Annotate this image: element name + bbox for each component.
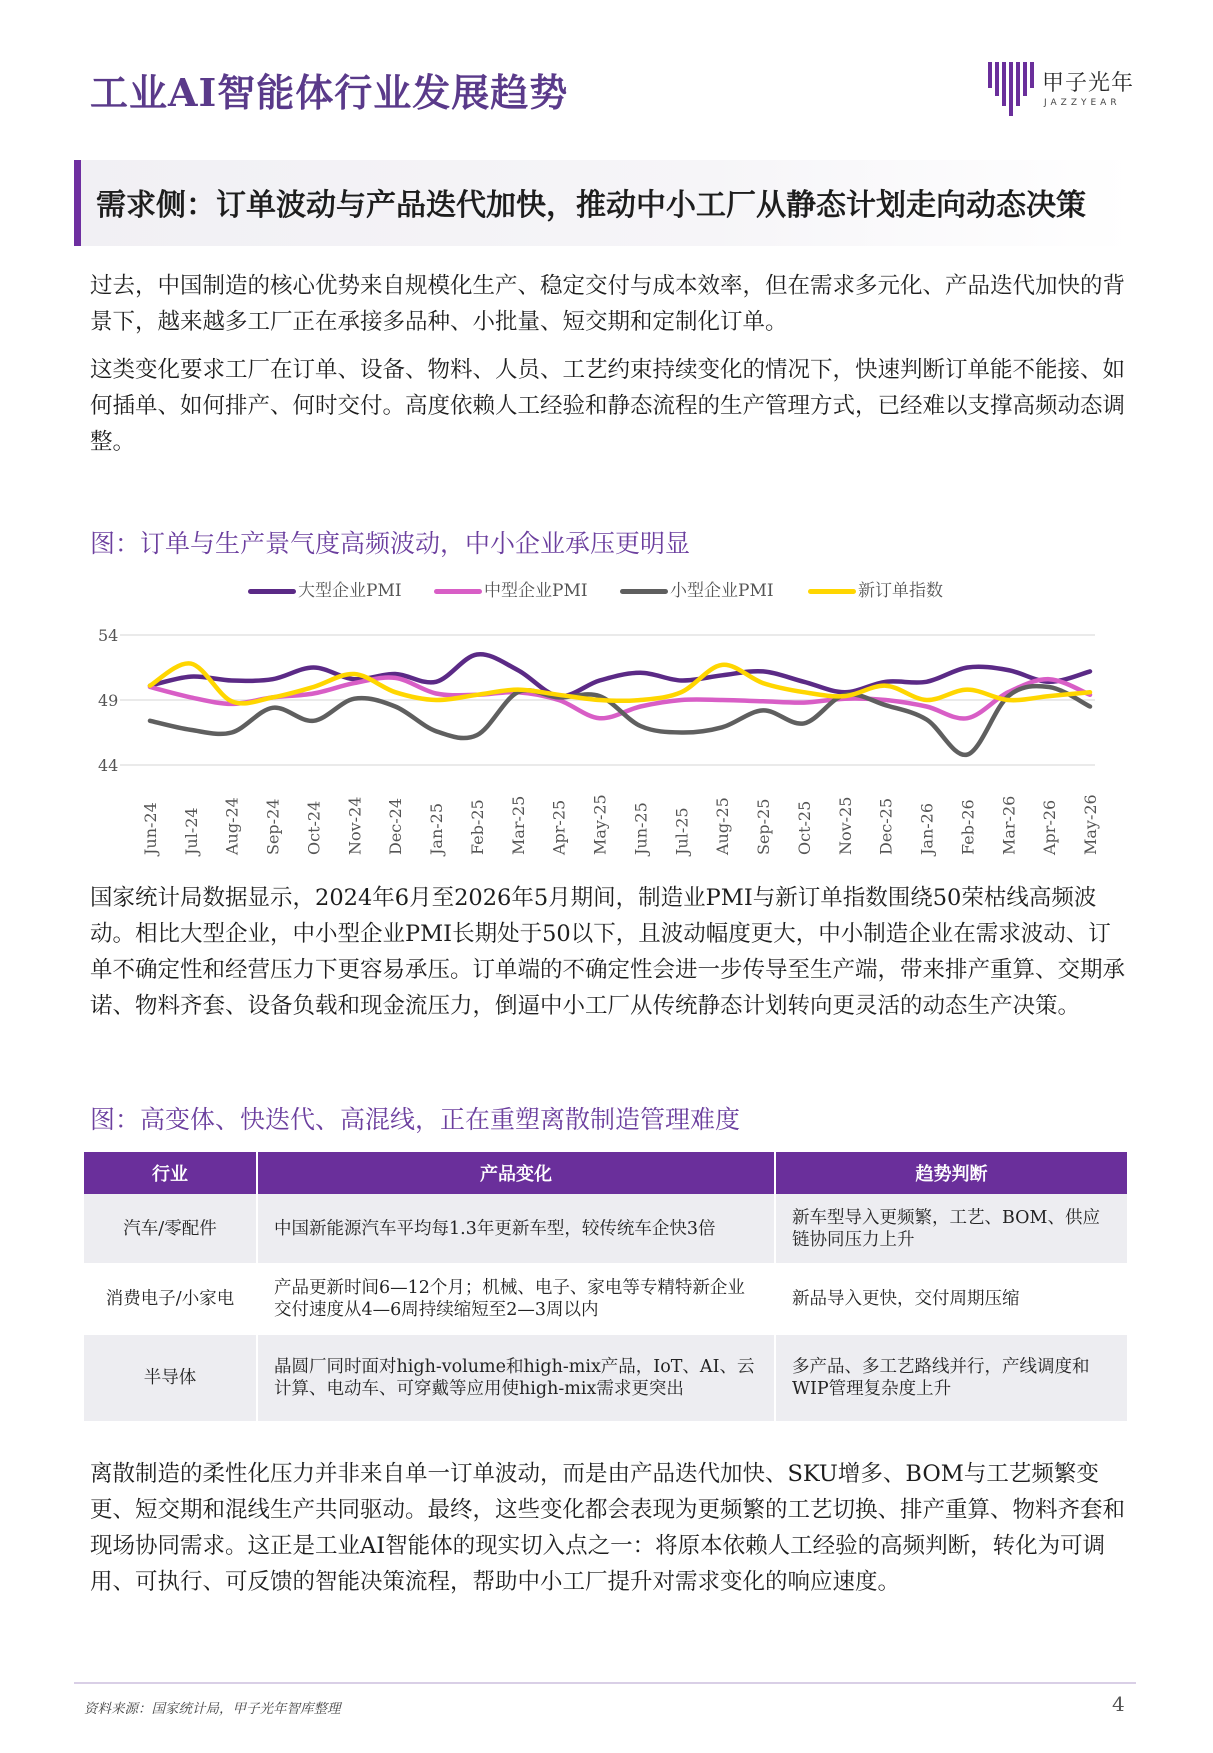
cell-change: 晶圆厂同时面对high-volume和high-mix产品，IoT、AI、云计算、电动车、可穿戴等应用使high-mix需求更突出 — [257, 1334, 775, 1422]
x-tick-label: Jan-26 — [917, 802, 937, 855]
x-tick-label: Apr-25 — [549, 799, 569, 855]
logo-chinese-name: 甲子光年 — [1042, 71, 1135, 96]
header-product-change: 产品变化 — [257, 1152, 775, 1194]
cell-industry: 半导体 — [84, 1334, 257, 1422]
logo-english-name: JAZZYEAR — [1044, 98, 1121, 108]
x-tick-label: Jul-24 — [181, 807, 201, 855]
page-number: 4 — [1112, 1692, 1125, 1716]
cell-change: 中国新能源汽车平均每1.3年更新车型，较传统车企快3倍 — [257, 1194, 775, 1264]
x-tick-label: Nov-25 — [835, 796, 855, 855]
x-tick-label: Oct-25 — [794, 800, 814, 855]
x-tick-label: Sep-25 — [754, 798, 774, 855]
x-tick-label: Sep-24 — [263, 798, 283, 855]
figure-2-caption: 图：高变体、快迭代、高混线，正在重塑离散制造管理难度 — [90, 1105, 741, 1134]
x-tick-label: Oct-24 — [304, 800, 324, 855]
figure-1-caption: 图：订单与生产景气度高频波动，中小企业承压更明显 — [90, 529, 691, 558]
x-tick-label: Jul-25 — [672, 807, 692, 855]
x-tick-label: Mar-26 — [999, 795, 1019, 855]
legend-label: 新订单指数 — [858, 581, 943, 601]
cell-industry: 汽车/零配件 — [84, 1194, 257, 1264]
table-header-row — [84, 1152, 1127, 1194]
x-tick-label: Apr-26 — [1040, 799, 1060, 855]
document-title: 工业AI智能体行业发展趋势 — [90, 70, 569, 115]
section-heading: 需求侧：订单波动与产品迭代加快，推动中小工厂从静态计划走向动态决策 — [96, 188, 1086, 223]
legend-label: 大型企业PMI — [298, 581, 402, 601]
industry-table — [84, 1152, 1127, 1423]
cell-trend: 多产品、多工艺路线并行，产线调度和WIP管理复杂度上升 — [775, 1334, 1127, 1422]
cell-change: 产品更新时间6—12个月；机械、电子、家电等专精特新企业交付速度从4—6周持续缩短至2—3周以内 — [257, 1264, 775, 1334]
legend-label: 中型企业PMI — [484, 581, 588, 601]
series-line-0 — [150, 654, 1090, 696]
paragraph-2: 这类变化要求工厂在订单、设备、物料、人员、工艺约束持续变化的情况下，快速判断订单能不能接、如何插单、如何排产、何时交付。高度依赖人工经验和静态流程的生产管理方式，已经难以支撑高频动态调整。 — [90, 357, 1126, 455]
table-row — [84, 1334, 1127, 1422]
x-tick-label: Nov-24 — [345, 796, 365, 855]
legend-label: 小型企业PMI — [670, 581, 774, 601]
cell-trend: 新车型导入更频繁，工艺、BOM、供应链协同压力上升 — [775, 1194, 1127, 1264]
paragraph-3: 国家统计局数据显示，2024年6月至2026年5月期间，制造业PMI与新订单指数围绕50荣枯线高频波动。相比大型企业，中小型企业PMI长期处于50以下，且波动幅度更大，中小制造企业在需求波动、订单不确定性和经营压力下更容易承压。订单端的不确定性会进一步传导至生产端，带来排产重算、交期承诺、物料齐套、设备负载和现金流压力，倒逼中小工厂从传统静态计划转向更灵活的动态生产决策。 — [90, 885, 1126, 1019]
section-heading-bar — [74, 160, 1134, 246]
x-tick-label: Jun-24 — [141, 802, 160, 855]
x-tick-label: Dec-24 — [386, 797, 406, 855]
cell-industry: 消费电子/小家电 — [84, 1264, 257, 1334]
logo-mark-icon — [988, 60, 1034, 116]
pmi-chart-svg — [80, 570, 1130, 870]
x-tick-label: Dec-25 — [876, 797, 896, 855]
paragraph-1: 过去，中国制造的核心优势来自规模化生产、稳定交付与成本效率，但在需求多元化、产品迭代加快的背景下，越来越多工厂正在承接多品种、小批量、短交期和定制化订单。 — [90, 273, 1126, 335]
x-tick-label: Feb-26 — [958, 799, 978, 855]
header-trend: 趋势判断 — [775, 1152, 1127, 1194]
x-tick-label: Mar-25 — [508, 795, 528, 855]
x-tick-label: Aug-24 — [222, 797, 242, 855]
source-note: 资料来源：国家统计局，甲子光年智库整理 — [84, 1701, 341, 1717]
pmi-line-chart — [80, 570, 1130, 870]
y-tick-label: 49 — [98, 691, 119, 710]
x-tick-label: May-26 — [1081, 794, 1100, 855]
x-tick-label: Jan-25 — [427, 802, 447, 855]
heading-accent-bar — [74, 160, 81, 246]
table-row — [84, 1194, 1127, 1264]
header-industry: 行业 — [84, 1152, 257, 1194]
paragraph-4: 离散制造的柔性化压力并非来自单一订单波动，而是由产品迭代加快、SKU增多、BOM与工艺频繁变更、短交期和混线生产共同驱动。最终，这些变化都会表现为更频繁的工艺切换、排产重算、物料齐套和现场协同需求。这正是工业AI智能体的现实切入点之一：将原本依赖人工经验的高频判断，转化为可调用、可执行、可反馈的智能决策流程，帮助中小工厂提升对需求变化的响应速度。 — [90, 1461, 1126, 1595]
x-tick-label: May-25 — [590, 794, 610, 855]
x-tick-label: Feb-25 — [467, 799, 487, 855]
table-row — [84, 1264, 1127, 1334]
x-tick-label: Jun-25 — [631, 802, 651, 855]
y-tick-label: 44 — [98, 756, 119, 775]
footer-divider — [74, 1682, 1136, 1684]
cell-trend: 新品导入更快，交付周期压缩 — [775, 1264, 1127, 1334]
x-tick-label: Aug-25 — [713, 797, 733, 855]
brand-logo — [988, 60, 1148, 116]
y-tick-label: 54 — [98, 626, 119, 645]
